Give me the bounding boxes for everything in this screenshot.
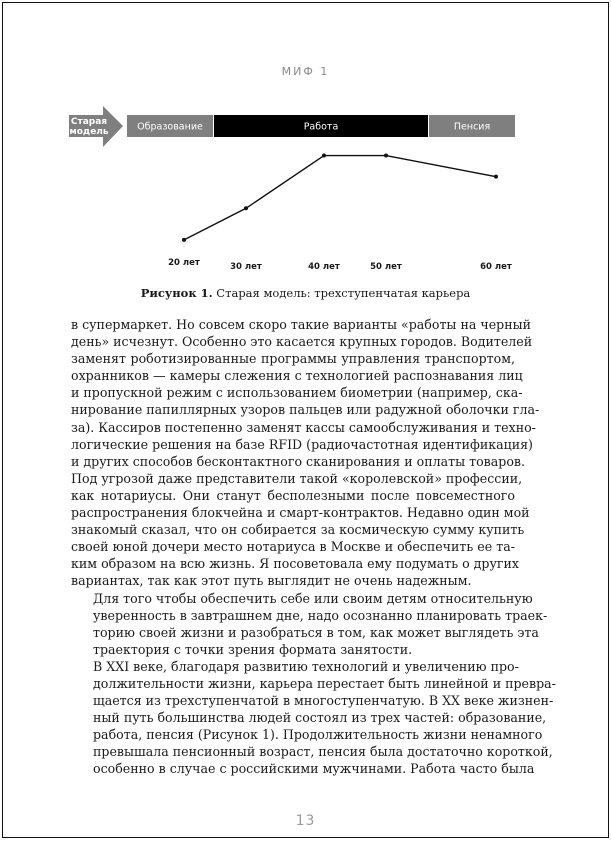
text-line: охранников — камеры слежения с технологией распознавания лиц — [71, 368, 523, 384]
career-line-chart — [168, 154, 512, 272]
arrow-label-line1: Старая — [70, 117, 108, 127]
text-line: знакомый сказал, что он собирается за космическую сумму купить — [71, 522, 525, 538]
page-number: 13 — [295, 813, 316, 829]
figure-caption-number: Рисунок 1. — [140, 286, 213, 300]
text-line: уверенность в завтрашнем дне, надо осознанно планировать траек- — [93, 607, 548, 623]
text-line: вариантах, так как этот путь выглядит не очень надежным. — [71, 573, 472, 589]
stage-pension-label: Пенсия — [453, 121, 491, 133]
career-point — [244, 206, 248, 210]
career-chart — [63, 103, 543, 283]
stage-education-label: Образование — [137, 121, 203, 133]
text-line: в супермаркет. Но совсем скоро такие варианты «работы на черный — [71, 317, 532, 332]
age-tick-label: 50 лет — [370, 262, 402, 272]
figure-caption-text: Старая модель: трехступенчатая карьера — [212, 286, 471, 300]
book-page — [2, 2, 609, 838]
text-line: В XXI веке, благодаря развитию технологий и увеличению про- — [93, 658, 519, 674]
paragraph — [71, 590, 548, 658]
text-line: заменят роботизированные программы управления транспортом, — [71, 351, 515, 367]
career-figure — [63, 103, 543, 293]
text-line: должительности жизни, карьера перестает быть линейной и превра- — [93, 675, 556, 691]
text-line: логические решения на базе RFID (радиочастотная идентификация) — [71, 436, 533, 452]
text-line: Под угрозой даже представители такой «королевской» профессии, — [71, 470, 523, 486]
body-text — [71, 316, 556, 778]
figure-caption — [3, 286, 608, 300]
text-line: и пропускной режим с использованием биометрии (например, ска- — [71, 385, 523, 401]
running-header: МИФ 1 — [281, 65, 330, 78]
text-line: нирование папиллярных узоров пальцев или радужной оболочки гла- — [71, 402, 540, 418]
text-line: превышала пенсионный возраст, пенсия была достаточно короткой, — [93, 744, 553, 760]
age-tick-label: 20 лет — [168, 258, 200, 268]
text-line: щается из трехступенчатой в многоступенчатую. В XX веке жизнен- — [93, 693, 554, 709]
text-line: за). Кассиров постепенно заменят кассы самообслуживания и техно- — [71, 419, 536, 435]
age-tick-label: 60 лет — [480, 262, 512, 272]
text-line: ный путь большинства людей состоял из трех частей: образование, — [93, 710, 547, 726]
text-line: распространения блокчейна и смарт-контрактов. Недавно один мой — [71, 505, 530, 521]
age-tick-label: 30 лет — [230, 262, 262, 272]
text-line: своей юной дочери место нотариуса в Москве и обеспечить ее та- — [71, 539, 515, 555]
career-series-line — [184, 156, 496, 240]
career-point — [494, 175, 498, 179]
text-line: особенно в случае с российскими мужчинами. Работа часто была — [93, 761, 535, 777]
text-line: торию своей жизни и разобраться в том, как может выглядеть эта — [93, 624, 539, 640]
text-line: день» исчезнут. Особенно это касается крупных городов. Водителей — [71, 334, 533, 350]
age-tick-label: 40 лет — [308, 262, 340, 272]
text-line: ким образом на всю жизнь. Я посоветовала ему подумать о других — [71, 556, 519, 572]
paragraph — [71, 658, 556, 778]
paragraph — [71, 316, 540, 590]
text-line: Для того чтобы обеспечить себе или своим детям относительную — [93, 590, 533, 606]
career-point — [384, 154, 388, 158]
text-line: траектория с точки зрения формата занятости. — [93, 641, 413, 657]
career-point — [182, 238, 186, 242]
stage-work-label: Работа — [303, 121, 339, 133]
career-point — [322, 154, 326, 158]
text-line: и других способов бесконтактного сканирования и оплаты товаров. — [71, 453, 526, 469]
text-line: как нотариусы. Они станут бесполезными после повсеместного — [71, 487, 515, 503]
text-line: работа, пенсия (Рисунок 1). Продолжительность жизни ненамного — [93, 727, 543, 743]
arrow-label-line2: модель — [69, 127, 109, 137]
